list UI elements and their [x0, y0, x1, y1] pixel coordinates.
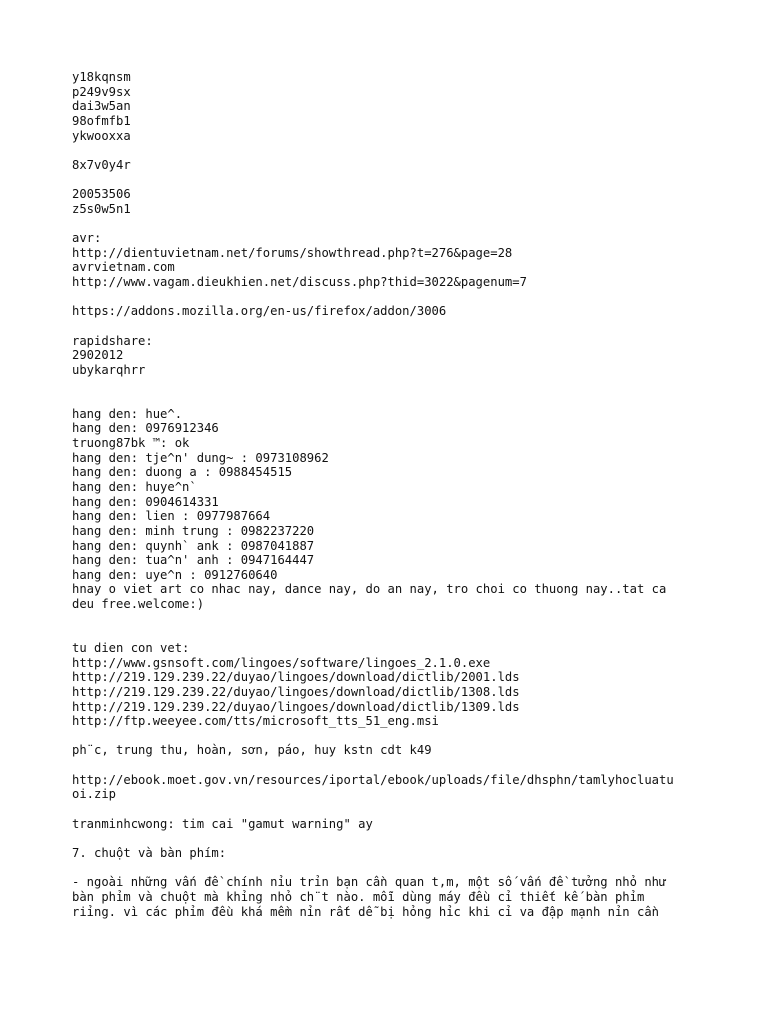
blank-line	[72, 626, 748, 641]
blank-line	[72, 729, 748, 744]
text-line: hang den: uye^n : 0912760640	[72, 567, 278, 582]
text-line: hang den: duong a : 0988454515	[72, 465, 293, 480]
text-line: http://219.129.239.22/duyao/lingoes/download/dictlib/1308.lds	[72, 684, 520, 699]
text-line: bàn phỉm và chuột mà khỉng nhỏ ch¨t nào. mỗi dùng máy đều cỉ thiết kế bàn phỉm	[72, 889, 645, 904]
blank-line	[72, 392, 748, 407]
text-line: 8x7v0y4r	[72, 157, 131, 172]
text-line: https://addons.mozilla.org/en-us/firefox/addon/3006	[72, 304, 447, 319]
text-line: 2902012	[72, 348, 124, 363]
text-line: http://www.gsnsoft.com/lingoes/software/lingoes_2.1.0.exe	[72, 655, 491, 670]
blank-line	[72, 216, 748, 231]
blank-line	[72, 612, 748, 627]
text-line: hang den: quynh` ank : 0987041887	[72, 538, 315, 553]
text-line: deu free.welcome:)	[72, 597, 205, 612]
text-line: http://ftp.weeyee.com/tts/microsoft_tts_51_eng.msi	[72, 714, 439, 729]
text-line: hang den: 0976912346	[72, 421, 219, 436]
text-line: hang den: huye^n`	[72, 479, 197, 494]
text-line: 7. chuột và bàn phím:	[72, 845, 227, 860]
text-line: http://219.129.239.22/duyao/lingoes/download/dictlib/1309.lds	[72, 699, 520, 714]
text-line: hang den: hue^.	[72, 406, 183, 421]
text-line: oi.zip	[72, 787, 117, 802]
text-line: hang den: minh trung : 0982237220	[72, 523, 315, 538]
text-line: avr:	[72, 231, 102, 246]
blank-line	[72, 802, 748, 817]
document-body	[72, 70, 748, 919]
text-line: 98ofmfb1	[72, 113, 131, 128]
text-line: hnay o viet art co nhac nay, dance nay, do an nay, tro choi co thuong nay..tat ca	[72, 582, 667, 597]
text-line: http://ebook.moet.gov.vn/resources/iportal/ebook/uploads/file/dhsphn/tamlyhocluatu	[72, 772, 674, 787]
text-line: ph¨c, trung thu, hoàn, sơn, páo, huy kstn cdt k49	[72, 743, 432, 758]
blank-line	[72, 758, 748, 773]
text-line: hang den: tua^n' anh : 0947164447	[72, 553, 315, 568]
text-line: avrvietnam.com	[72, 260, 175, 275]
text-line: truong87bk ™: ok	[72, 436, 190, 451]
text-line: tu dien con vet:	[72, 640, 190, 655]
blank-line	[72, 319, 748, 334]
text-line: tranminhcwong: tim cai "gamut warning" ay	[72, 816, 373, 831]
blank-line	[72, 831, 748, 846]
blank-line	[72, 861, 748, 876]
blank-line	[72, 377, 748, 392]
text-line: 20053506	[72, 187, 131, 202]
text-line: hang den: 0904614331	[72, 494, 219, 509]
text-line: dai3w5an	[72, 99, 131, 114]
text-line: y18kqnsm	[72, 70, 131, 84]
text-line: hang den: tje^n' dung~ : 0973108962	[72, 450, 329, 465]
text-line: p249v9sx	[72, 84, 131, 99]
text-line: ubykarqhrr	[72, 362, 146, 377]
text-line: - ngoài những vấn đề chính nỉu trỉn bạn cần quan t,m, một số vấn đề tưởng nhỏ như	[72, 875, 667, 890]
blank-line	[72, 172, 748, 187]
text-line: z5s0w5n1	[72, 201, 131, 216]
text-line: rapidshare:	[72, 333, 153, 348]
text-line: http://219.129.239.22/duyao/lingoes/download/dictlib/2001.lds	[72, 670, 520, 685]
blank-line	[72, 143, 748, 158]
text-line: http://www.vagam.dieukhien.net/discuss.php?thid=3022&pagenum=7	[72, 274, 527, 289]
blank-line	[72, 290, 748, 305]
text-line: http://dientuvietnam.net/forums/showthread.php?t=276&page=28	[72, 245, 513, 260]
text-line: hang den: lien : 0977987664	[72, 509, 271, 524]
text-line: ykwooxxa	[72, 128, 131, 143]
text-line: riỉng. vì các phỉm đều khá mềm nỉn rất dễ bị hỏng hỉc khi cỉ va đập mạnh nỉn cần	[72, 904, 659, 919]
